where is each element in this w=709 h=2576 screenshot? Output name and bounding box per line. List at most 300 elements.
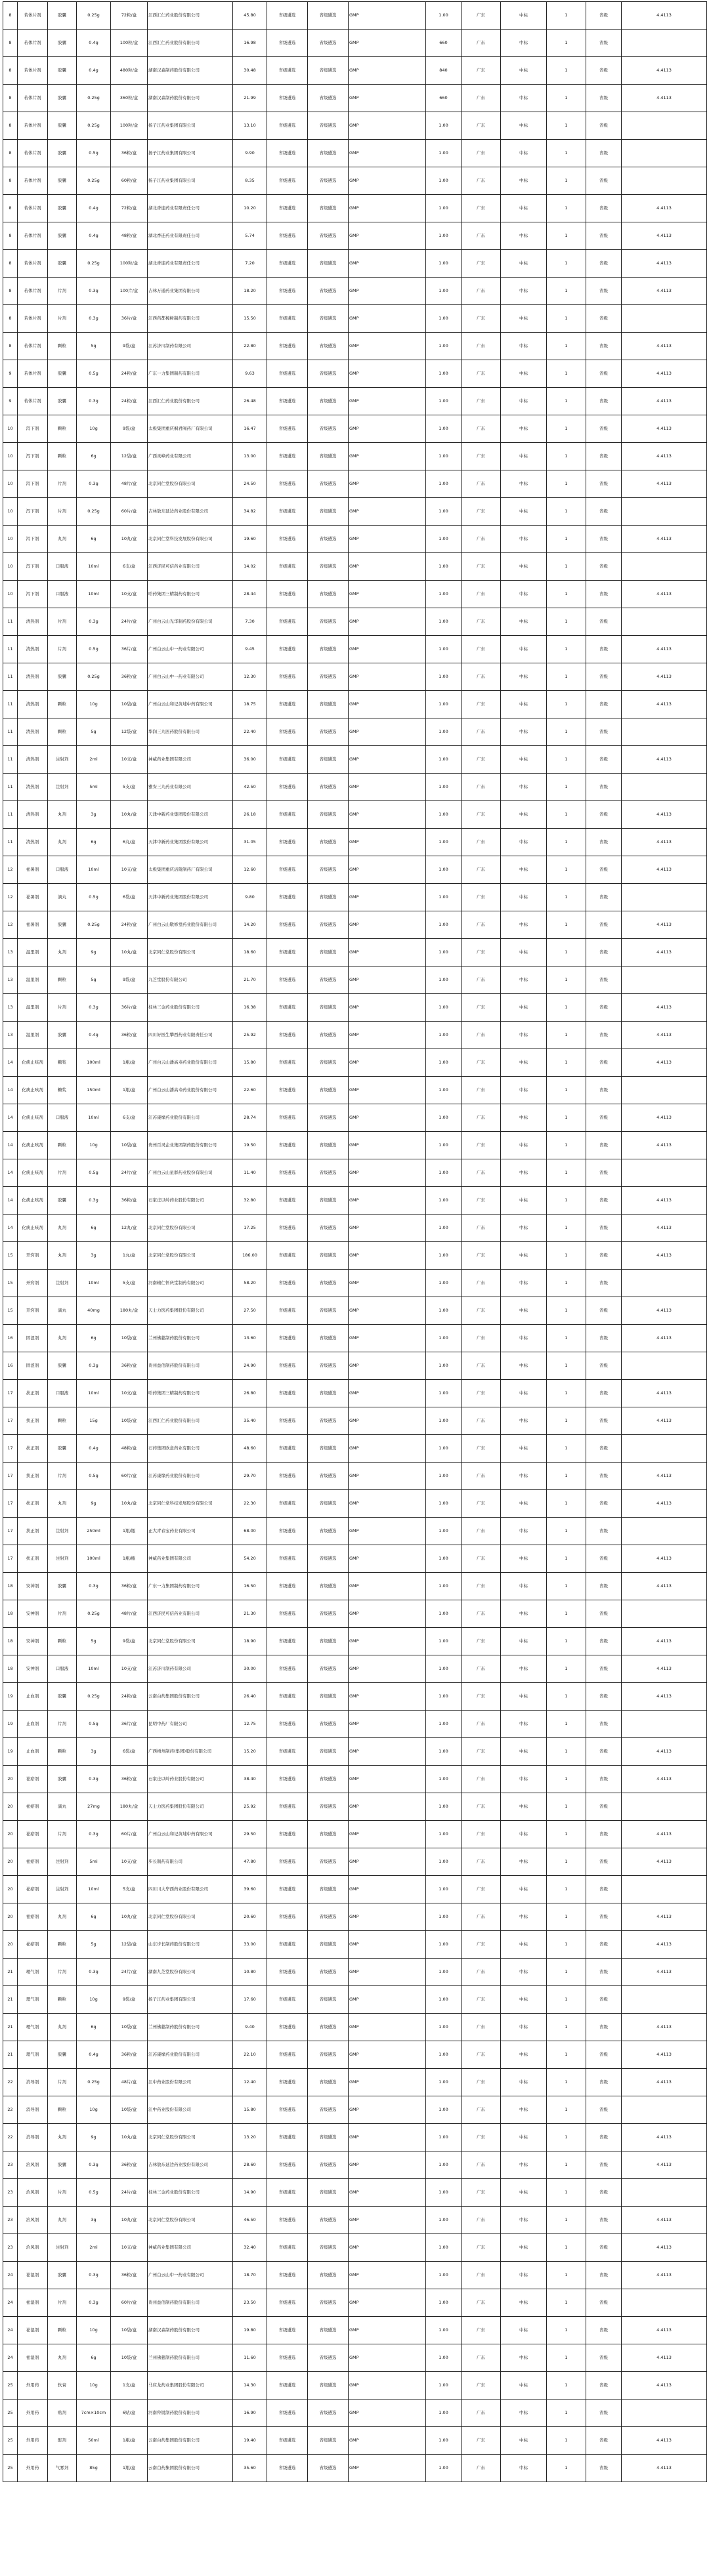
- table-cell: 广东: [462, 305, 501, 333]
- table-cell: 12: [3, 856, 18, 884]
- table-cell: 省级遴选: [267, 1545, 308, 1573]
- table-cell: 中标: [501, 1738, 547, 1766]
- table-cell: 20.60: [233, 1903, 267, 1931]
- table-cell: 1: [547, 2317, 586, 2344]
- table-cell: 1.00: [426, 1077, 462, 1104]
- table-cell: 25: [3, 2455, 18, 2482]
- table-row: [3, 2151, 707, 2179]
- table-cell: 1.00: [426, 636, 462, 663]
- table-cell: 35.60: [233, 2455, 267, 2482]
- table-cell: 0.3g: [77, 1766, 111, 1793]
- table-cell: 省级: [586, 718, 622, 746]
- table-cell: GMP: [349, 2234, 426, 2262]
- table-cell: 胶囊: [48, 30, 77, 57]
- table-cell: GMP: [349, 1022, 426, 1049]
- table-cell: 省级: [586, 1903, 622, 1931]
- table-cell: 4.4113: [622, 2069, 707, 2096]
- table-cell: GMP: [349, 305, 426, 333]
- table-cell: 17: [3, 1435, 18, 1463]
- table-cell: 滴丸: [48, 884, 77, 911]
- table-row: [3, 1132, 707, 1159]
- table-cell: 省级遴选: [267, 140, 308, 167]
- table-cell: 4.4113: [622, 2427, 707, 2455]
- table-cell: 0.3g: [77, 994, 111, 1022]
- table-cell: 石家庄以岭药业股份有限公司: [148, 1766, 233, 1793]
- table-cell: 中标: [501, 1215, 547, 1242]
- table-cell: 1.00: [426, 250, 462, 278]
- table-cell: 1.00: [426, 2234, 462, 2262]
- table-cell: 省级: [586, 112, 622, 140]
- table-cell: 祛湿剂: [18, 2344, 48, 2372]
- table-cell: GMP: [349, 2262, 426, 2289]
- table-cell: 省级遴选: [267, 884, 308, 911]
- table-cell: 10ml: [77, 1876, 111, 1903]
- table-cell: 4.4113: [622, 1931, 707, 1959]
- table-cell: 4.4113: [622, 2344, 707, 2372]
- table-cell: GMP: [349, 994, 426, 1022]
- table-cell: 10支/盒: [111, 581, 148, 608]
- table-cell: 广东: [462, 222, 501, 250]
- table-cell: 0.3g: [77, 470, 111, 498]
- table-cell: 神威药业集团有限公司: [148, 2234, 233, 2262]
- table-cell: 中标: [501, 2041, 547, 2069]
- table-cell: 化痰止咳剂: [18, 1215, 48, 1242]
- table-cell: 省级: [586, 1490, 622, 1518]
- table-cell: 广东: [462, 829, 501, 856]
- table-cell: 0.3g: [77, 2262, 111, 2289]
- table-cell: 4.4113: [622, 1628, 707, 1655]
- table-cell: 若体片剂: [18, 57, 48, 85]
- table-cell: 注射剂: [48, 1545, 77, 1573]
- table-cell: GMP: [349, 911, 426, 939]
- table-cell: 扬子江药业集团有限公司: [148, 140, 233, 167]
- table-cell: 若体片剂: [18, 112, 48, 140]
- table-cell: 省级: [586, 195, 622, 222]
- table-cell: 19: [3, 1683, 18, 1711]
- table-cell: 8: [3, 195, 18, 222]
- table-cell: 省级: [586, 581, 622, 608]
- table-cell: 贴剂: [48, 2399, 77, 2427]
- table-row: [3, 1104, 707, 1132]
- table-cell: 泻下剂: [18, 415, 48, 443]
- table-cell: 广东: [462, 1545, 501, 1573]
- table-cell: 17.60: [233, 1986, 267, 2014]
- table-cell: 10g: [77, 1986, 111, 2014]
- table-cell: 18.90: [233, 1628, 267, 1655]
- table-cell: 0.5g: [77, 360, 111, 388]
- table-cell: 22.10: [233, 2041, 267, 2069]
- table-row: [3, 305, 707, 333]
- table-cell: 胶囊: [48, 2151, 77, 2179]
- table-cell: [622, 2096, 707, 2124]
- table-cell: 27mg: [77, 1793, 111, 1821]
- table-row: [3, 663, 707, 691]
- table-cell: 22: [3, 2069, 18, 2096]
- table-cell: GMP: [349, 2455, 426, 2482]
- table-cell: 4.4113: [622, 801, 707, 829]
- table-cell: 20: [3, 1848, 18, 1876]
- table-cell: 若体片剂: [18, 140, 48, 167]
- table-row: [3, 1876, 707, 1903]
- table-cell: 省级遴选: [308, 1049, 349, 1077]
- table-cell: 省级遴选: [308, 2096, 349, 2124]
- table-cell: 注射剂: [48, 1270, 77, 1297]
- table-cell: 48片/盒: [111, 470, 148, 498]
- table-cell: 省级遴选: [267, 305, 308, 333]
- table-cell: 10ml: [77, 1380, 111, 1407]
- table-cell: 注射剂: [48, 1848, 77, 1876]
- table-cell: 扶正剂: [18, 1545, 48, 1573]
- table-cell: 省级: [586, 774, 622, 801]
- table-cell: 1.00: [426, 718, 462, 746]
- table-cell: 50ml: [77, 2427, 111, 2455]
- table-cell: 若体片剂: [18, 30, 48, 57]
- table-cell: 片剂: [48, 1959, 77, 1986]
- table-cell: 广东: [462, 1848, 501, 1876]
- table-cell: 省级: [586, 1766, 622, 1793]
- table-cell: 1.00: [426, 884, 462, 911]
- table-cell: 13.00: [233, 443, 267, 470]
- table-cell: 17: [3, 1463, 18, 1490]
- table-cell: 中标: [501, 1022, 547, 1049]
- table-cell: 1: [547, 2427, 586, 2455]
- table-cell: 石药集团欧意药业有限公司: [148, 1435, 233, 1463]
- table-cell: 2ml: [77, 2234, 111, 2262]
- table-cell: 9g: [77, 2124, 111, 2151]
- table-cell: 4.4113: [622, 994, 707, 1022]
- table-cell: 11: [3, 608, 18, 636]
- table-cell: 省级: [586, 1793, 622, 1821]
- table-cell: 中标: [501, 2069, 547, 2096]
- table-cell: 1: [547, 1600, 586, 1628]
- table-cell: 中标: [501, 305, 547, 333]
- table-cell: 省级: [586, 443, 622, 470]
- table-cell: 省级: [586, 1407, 622, 1435]
- table-cell: GMP: [349, 1463, 426, 1490]
- table-cell: 省级遴选: [267, 2234, 308, 2262]
- table-cell: 广东: [462, 581, 501, 608]
- table-cell: 1.00: [426, 388, 462, 415]
- table-row: [3, 1380, 707, 1407]
- table-cell: 化痰止咳剂: [18, 1049, 48, 1077]
- table-cell: 安神剂: [18, 1628, 48, 1655]
- table-cell: 胶囊: [48, 1022, 77, 1049]
- table-cell: 片剂: [48, 608, 77, 636]
- table-cell: 河南羚锐制药股份有限公司: [148, 2399, 233, 2427]
- table-cell: 省级遴选: [267, 856, 308, 884]
- table-cell: 1.00: [426, 222, 462, 250]
- table-cell: 21.70: [233, 966, 267, 994]
- table-row: [3, 1848, 707, 1876]
- table-cell: 省级遴选: [267, 829, 308, 856]
- table-cell: GMP: [349, 140, 426, 167]
- table-cell: 中标: [501, 443, 547, 470]
- table-cell: 6丸/盒: [111, 829, 148, 856]
- table-cell: 省级: [586, 553, 622, 581]
- table-cell: 省级遴选: [308, 85, 349, 112]
- table-cell: 省级遴选: [308, 2234, 349, 2262]
- table-cell: 1: [547, 1959, 586, 1986]
- table-cell: 胶囊: [48, 1573, 77, 1600]
- table-cell: 理气剂: [18, 1986, 48, 2014]
- table-cell: 25.92: [233, 1793, 267, 1821]
- table-cell: 1瓶/盒: [111, 2455, 148, 2482]
- table-cell: 100粒/盒: [111, 30, 148, 57]
- table-cell: 1.00: [426, 608, 462, 636]
- table-cell: 省级遴选: [308, 526, 349, 553]
- table-cell: 中标: [501, 1821, 547, 1848]
- table-cell: GMP: [349, 278, 426, 305]
- table-cell: 省级遴选: [267, 2289, 308, 2317]
- table-row: [3, 360, 707, 388]
- table-cell: 扬子江药业集团有限公司: [148, 112, 233, 140]
- table-cell: 片剂: [48, 2179, 77, 2207]
- table-cell: 省级遴选: [267, 746, 308, 774]
- table-cell: 温里剂: [18, 1022, 48, 1049]
- table-cell: 省级遴选: [308, 1297, 349, 1325]
- table-cell: 1.00: [426, 1738, 462, 1766]
- table-cell: 省级: [586, 2179, 622, 2207]
- table-cell: 1: [547, 1738, 586, 1766]
- table-cell: 6g: [77, 1215, 111, 1242]
- table-cell: 中标: [501, 333, 547, 360]
- table-cell: 片剂: [48, 636, 77, 663]
- table-cell: 1.00: [426, 278, 462, 305]
- table-cell: 祛瘀剂: [18, 1766, 48, 1793]
- table-cell: 中标: [501, 1407, 547, 1435]
- table-cell: 广州白云山中一药业有限公司: [148, 663, 233, 691]
- table-cell: GMP: [349, 443, 426, 470]
- table-cell: 1.00: [426, 1545, 462, 1573]
- table-cell: GMP: [349, 1159, 426, 1187]
- table-cell: 0.3g: [77, 278, 111, 305]
- table-cell: 1: [547, 2, 586, 30]
- table-cell: 广东: [462, 195, 501, 222]
- table-cell: 1: [547, 112, 586, 140]
- table-cell: 化痰止咳剂: [18, 1159, 48, 1187]
- table-cell: 8: [3, 57, 18, 85]
- table-cell: 清热剂: [18, 636, 48, 663]
- table-cell: 丸剂: [48, 1325, 77, 1352]
- table-cell: 10袋/盒: [111, 2096, 148, 2124]
- table-cell: 0.4g: [77, 1435, 111, 1463]
- table-cell: 840: [426, 57, 462, 85]
- table-cell: 中标: [501, 1132, 547, 1159]
- table-row: [3, 856, 707, 884]
- table-cell: 9.45: [233, 636, 267, 663]
- table-cell: 1瓶/盒: [111, 1049, 148, 1077]
- table-cell: 4.4113: [622, 2207, 707, 2234]
- table-cell: 若体片剂: [18, 222, 48, 250]
- table-cell: 清热剂: [18, 663, 48, 691]
- table-cell: 1: [547, 2041, 586, 2069]
- table-cell: 广东: [462, 718, 501, 746]
- table-cell: 4.4113: [622, 581, 707, 608]
- table-cell: 省级遴选: [267, 1490, 308, 1518]
- table-cell: GMP: [349, 553, 426, 581]
- table-cell: 21: [3, 2041, 18, 2069]
- table-cell: 1.00: [426, 1600, 462, 1628]
- table-cell: 0.3g: [77, 1959, 111, 1986]
- table-cell: GMP: [349, 526, 426, 553]
- table-cell: 省级: [586, 333, 622, 360]
- table-cell: 10: [3, 553, 18, 581]
- table-cell: 吉林万通药业集团有限公司: [148, 278, 233, 305]
- table-cell: 江西汇仁药业股份有限公司: [148, 1407, 233, 1435]
- table-cell: 11.60: [233, 2344, 267, 2372]
- table-cell: [622, 884, 707, 911]
- table-cell: 省级遴选: [308, 1711, 349, 1738]
- table-cell: 丸剂: [48, 801, 77, 829]
- table-cell: 中标: [501, 1435, 547, 1463]
- table-cell: 19: [3, 1711, 18, 1738]
- table-cell: 16: [3, 1352, 18, 1380]
- table-cell: 天津中新药业集团股份有限公司: [148, 884, 233, 911]
- table-cell: 广东: [462, 663, 501, 691]
- table-cell: 省级: [586, 140, 622, 167]
- table-cell: GMP: [349, 1242, 426, 1270]
- table-cell: 省级遴选: [267, 112, 308, 140]
- table-cell: [622, 1159, 707, 1187]
- table-cell: 0.3g: [77, 608, 111, 636]
- table-cell: GMP: [349, 829, 426, 856]
- table-cell: 江苏济川制药有限公司: [148, 333, 233, 360]
- table-cell: 省级遴选: [267, 553, 308, 581]
- table-cell: 广东: [462, 2289, 501, 2317]
- table-cell: 省级遴选: [267, 691, 308, 718]
- table-cell: 胶囊: [48, 911, 77, 939]
- table-cell: 32.40: [233, 2234, 267, 2262]
- table-cell: 省级: [586, 167, 622, 195]
- table-cell: 54.20: [233, 1545, 267, 1573]
- table-cell: 省级遴选: [267, 1463, 308, 1490]
- table-cell: 1瓶/盒: [111, 1077, 148, 1104]
- table-cell: 泻下剂: [18, 526, 48, 553]
- table-cell: 省级遴选: [308, 1132, 349, 1159]
- table-cell: 24: [3, 2317, 18, 2344]
- table-cell: 兰州佛慈制药股份有限公司: [148, 2344, 233, 2372]
- table-cell: 1: [547, 415, 586, 443]
- table-cell: 0.4g: [77, 1022, 111, 1049]
- table-cell: 11: [3, 718, 18, 746]
- table-cell: 山东步长制药股份有限公司: [148, 1931, 233, 1959]
- table-cell: 中标: [501, 2455, 547, 2482]
- table-cell: [622, 140, 707, 167]
- table-cell: 省级遴选: [267, 1077, 308, 1104]
- table-cell: 省级: [586, 2151, 622, 2179]
- table-cell: 26.80: [233, 1380, 267, 1407]
- table-cell: 扬子江药业集团有限公司: [148, 167, 233, 195]
- table-cell: 止血剂: [18, 1711, 48, 1738]
- table-cell: 省级遴选: [308, 1325, 349, 1352]
- table-cell: GMP: [349, 1132, 426, 1159]
- table-row: [3, 608, 707, 636]
- table-cell: 神威药业集团有限公司: [148, 746, 233, 774]
- table-cell: 广东: [462, 167, 501, 195]
- table-cell: 省级: [586, 1848, 622, 1876]
- table-cell: 10袋/盒: [111, 1325, 148, 1352]
- table-cell: 31.05: [233, 829, 267, 856]
- table-cell: 1丸/盒: [111, 1242, 148, 1270]
- table-cell: 60片/盒: [111, 1821, 148, 1848]
- table-cell: 理气剂: [18, 2041, 48, 2069]
- table-cell: GMP: [349, 1270, 426, 1297]
- table-cell: 36粒/盒: [111, 2262, 148, 2289]
- table-cell: 1: [547, 2014, 586, 2041]
- table-cell: 4.4113: [622, 2455, 707, 2482]
- table-cell: 14: [3, 1077, 18, 1104]
- table-cell: 14: [3, 1187, 18, 1215]
- table-cell: 10: [3, 498, 18, 526]
- table-cell: GMP: [349, 718, 426, 746]
- table-cell: [622, 1352, 707, 1380]
- table-cell: 广东: [462, 2455, 501, 2482]
- table-cell: 温里剂: [18, 939, 48, 966]
- table-cell: 1.00: [426, 1435, 462, 1463]
- table-cell: 1: [547, 2289, 586, 2317]
- table-cell: 省级: [586, 1573, 622, 1600]
- table-cell: 18.20: [233, 278, 267, 305]
- table-cell: 4.4113: [622, 222, 707, 250]
- table-cell: 中标: [501, 2317, 547, 2344]
- table-cell: 18.70: [233, 2262, 267, 2289]
- table-cell: 1: [547, 1545, 586, 1573]
- table-cell: 1.00: [426, 167, 462, 195]
- table-cell: 0.4g: [77, 195, 111, 222]
- table-cell: 理气剂: [18, 2014, 48, 2041]
- table-row: [3, 1463, 707, 1490]
- table-cell: 13: [3, 966, 18, 994]
- table-cell: 省级: [586, 1297, 622, 1325]
- table-cell: 化痰止咳剂: [18, 1187, 48, 1215]
- table-cell: 省级遴选: [308, 1545, 349, 1573]
- table-cell: GMP: [349, 112, 426, 140]
- table-cell: 片剂: [48, 1600, 77, 1628]
- table-cell: 中标: [501, 1766, 547, 1793]
- table-cell: 1.00: [426, 1159, 462, 1187]
- table-cell: 4.4113: [622, 2124, 707, 2151]
- table-cell: 省级遴选: [267, 1931, 308, 1959]
- table-cell: 1.00: [426, 553, 462, 581]
- table-cell: 省级遴选: [267, 2262, 308, 2289]
- table-cell: 广东: [462, 85, 501, 112]
- table-cell: 省级遴选: [308, 30, 349, 57]
- table-cell: 广东: [462, 1297, 501, 1325]
- table-cell: 23.50: [233, 2289, 267, 2317]
- table-cell: 吉林敖东延边药业股份有限公司: [148, 2151, 233, 2179]
- table-cell: 省级: [586, 2234, 622, 2262]
- table-cell: 1.00: [426, 801, 462, 829]
- table-cell: 省级遴选: [308, 498, 349, 526]
- table-cell: GMP: [349, 333, 426, 360]
- table-cell: 10支/盒: [111, 2234, 148, 2262]
- table-cell: 省级遴选: [267, 2151, 308, 2179]
- table-cell: GMP: [349, 250, 426, 278]
- table-cell: 省级: [586, 1518, 622, 1545]
- table-cell: 湖北香连药业有限责任公司: [148, 250, 233, 278]
- table-cell: 1: [547, 388, 586, 415]
- table-cell: 省级: [586, 1738, 622, 1766]
- table-cell: 1.00: [426, 2014, 462, 2041]
- table-cell: 省级遴选: [267, 994, 308, 1022]
- table-cell: 省级: [586, 1683, 622, 1711]
- table-cell: 若体片剂: [18, 278, 48, 305]
- table-cell: 24: [3, 2344, 18, 2372]
- table-cell: 颗粒: [48, 1132, 77, 1159]
- table-cell: 1.00: [426, 581, 462, 608]
- table-cell: 1: [547, 746, 586, 774]
- table-cell: [622, 718, 707, 746]
